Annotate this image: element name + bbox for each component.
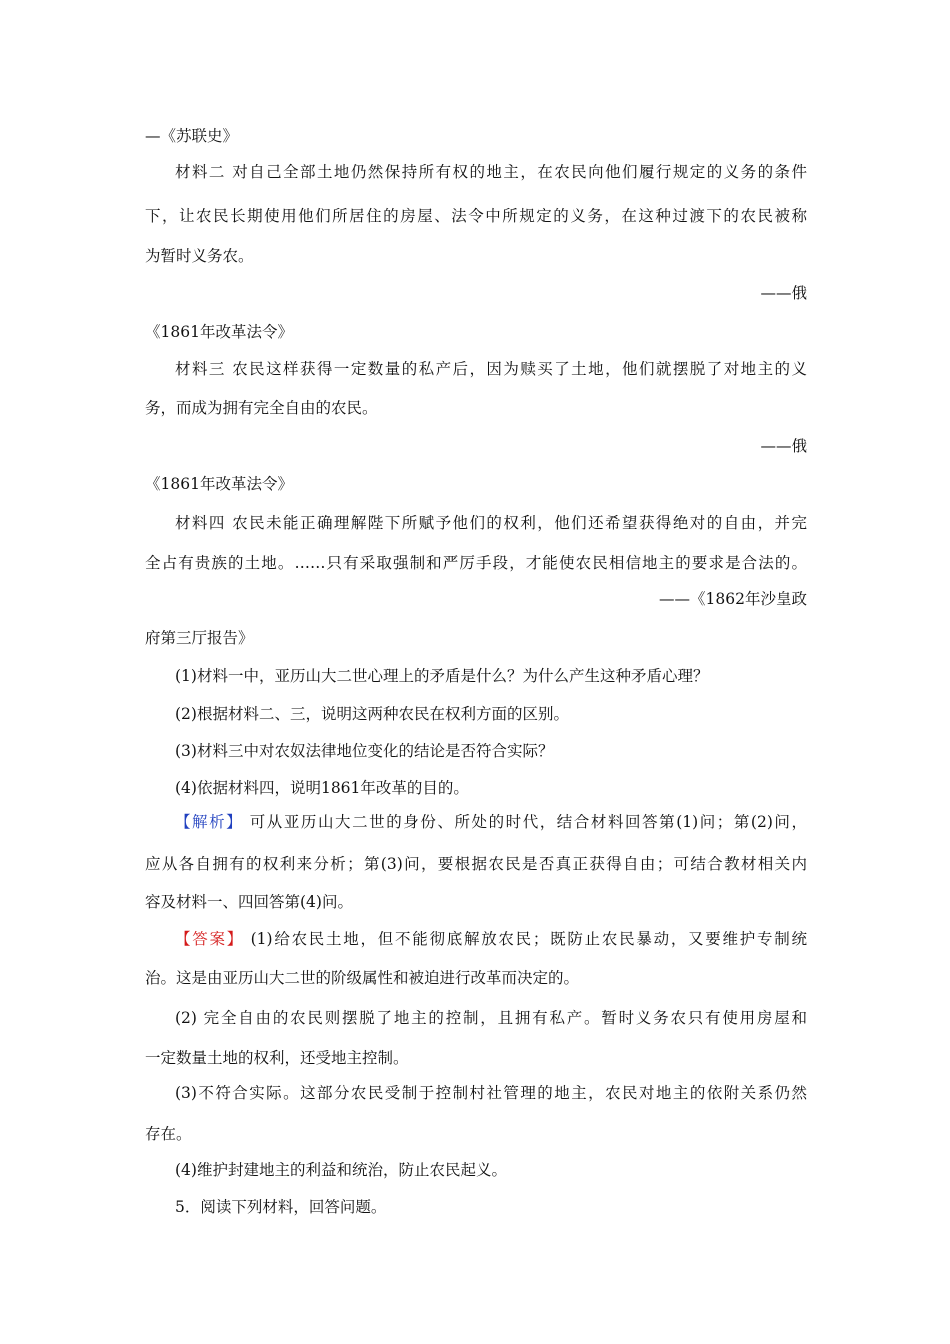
answer-3-line-1: (3)不符合实际。这部分农民受制于控制村社管理的地主，农民对地主的依附关系仍然 xyxy=(175,1084,807,1102)
source-attribution: ——《1862年沙皇政 xyxy=(659,590,807,608)
material-two-line-2: 下，让农民长期使用他们所居住的房屋、法令中所规定的义务，在这种过渡下的农民被称 xyxy=(145,207,807,225)
material-three-line-2: 务，而成为拥有完全自由的农民。 xyxy=(145,399,378,417)
material-three-line-1: 材料三 农民这样获得一定数量的私产后，因为赎买了土地，他们就摆脱了对地主的义 xyxy=(175,360,807,378)
source-citation: —《苏联史》 xyxy=(145,127,239,145)
source-citation: 《1861年改革法令》 xyxy=(145,323,293,341)
material-two-line-3: 为暂时义务农。 xyxy=(145,247,254,265)
material-two-line-1: 材料二 对自己全部土地仍然保持所有权的地主，在农民向他们履行规定的义务的条件 xyxy=(175,163,807,181)
question-1: (1)材料一中，亚历山大二世心理上的矛盾是什么？为什么产生这种矛盾心理？ xyxy=(175,667,709,685)
answer-2-line-2: 一定数量土地的权利，还受地主控制。 xyxy=(145,1049,409,1067)
question-3: (3)材料三中对农奴法律地位变化的结论是否符合实际？ xyxy=(175,742,554,760)
source-attribution: ——俄 xyxy=(760,437,807,455)
analysis-line-3: 容及材料一、四回答第(4)问。 xyxy=(145,893,353,911)
analysis-tag: 【解析】 xyxy=(175,813,244,831)
answer-4: (4)维护封建地主的利益和统治，防止农民起义。 xyxy=(175,1161,507,1179)
material-four-line-2: 全占有贵族的土地。……只有采取强制和严厉手段，才能使农民相信地主的要求是合法的。 xyxy=(145,554,807,572)
source-citation: 府第三厅报告》 xyxy=(145,629,254,647)
analysis-line-2: 应从各自拥有的权利来分析；第(3)问，要根据农民是否真正获得自由；可结合教材相关内 xyxy=(145,855,807,873)
answer-text: (1)给农民土地，但不能彻底解放农民；既防止农民暴动，又要维护专制统 xyxy=(243,930,807,948)
answer-3-line-2: 存在。 xyxy=(145,1125,192,1143)
analysis-line-1 xyxy=(145,812,807,832)
answer-tag: 【答案】 xyxy=(175,930,244,948)
answer-line-2: 治。这是由亚历山大二世的阶级属性和被迫进行改革而决定的。 xyxy=(145,969,580,987)
question-4: (4)依据材料四，说明1861年改革的目的。 xyxy=(175,779,469,797)
answer-2-line-1: (2) 完全自由的农民则摆脱了地主的控制，且拥有私产。暂时义务农只有使用房屋和 xyxy=(175,1009,807,1027)
analysis-text: 可从亚历山大二世的身份、所处的时代，结合材料回答第(1)问；第(2)问， xyxy=(243,813,807,831)
answer-line-1 xyxy=(145,929,807,949)
question-2: (2)根据材料二、三，说明这两种农民在权利方面的区别。 xyxy=(175,705,569,723)
source-attribution: ——俄 xyxy=(760,284,807,302)
question-5-heading: 5．阅读下列材料，回答问题。 xyxy=(175,1198,387,1216)
source-citation: 《1861年改革法令》 xyxy=(145,475,293,493)
material-four-line-1: 材料四 农民未能正确理解陛下所赋予他们的权利，他们还希望获得绝对的自由，并完 xyxy=(175,514,807,532)
